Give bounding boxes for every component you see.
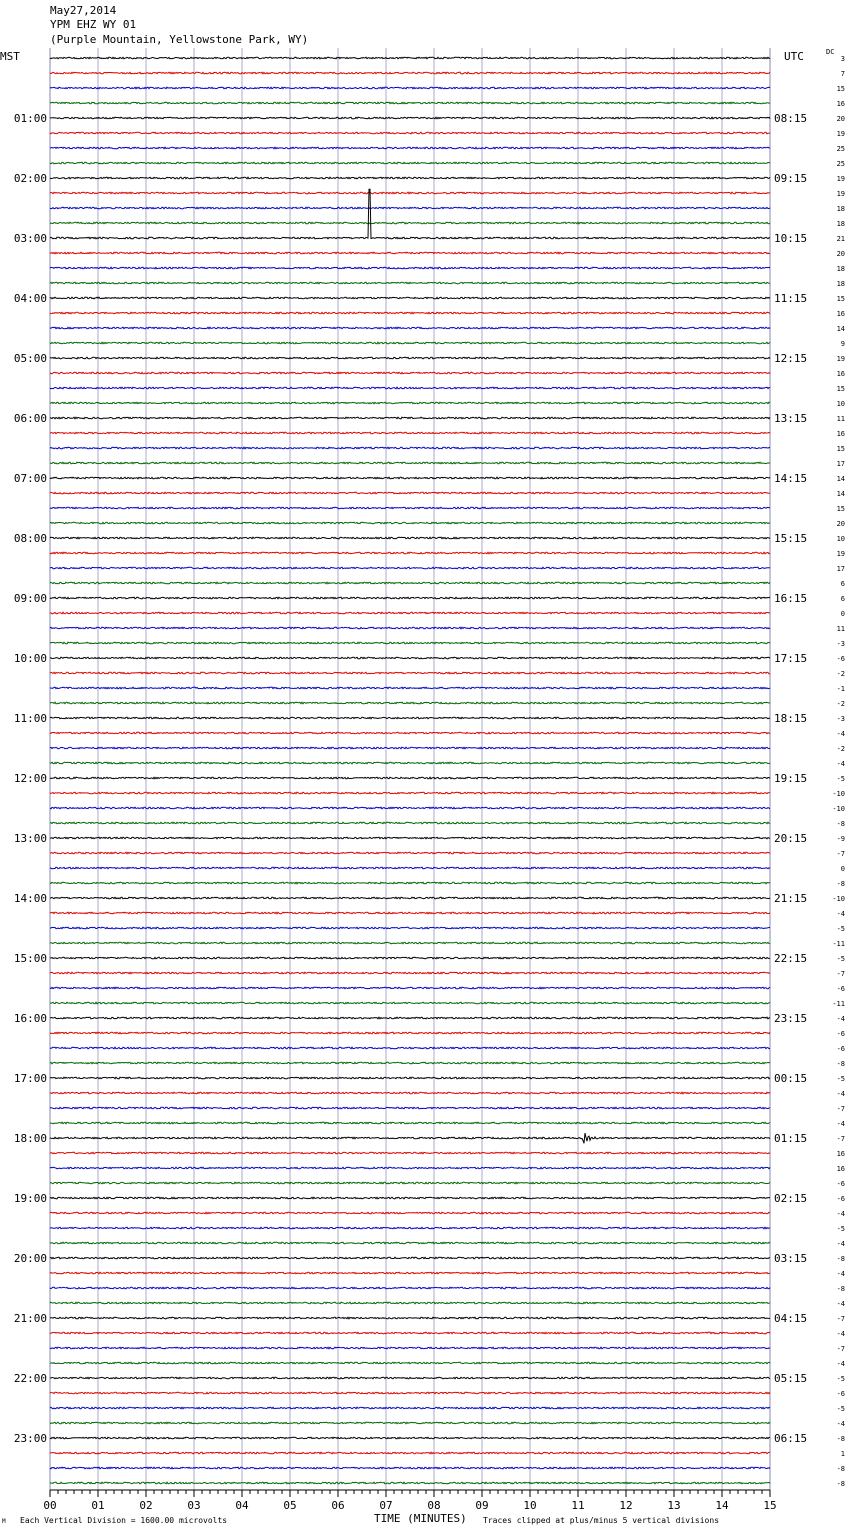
trace-row (50, 582, 770, 584)
dc-offset-value: -1 (836, 685, 845, 693)
dc-offset-value: -5 (836, 1375, 845, 1383)
dc-offset-value: 21 (836, 235, 845, 243)
dc-offset-value: -7 (836, 850, 845, 858)
trace-row (50, 177, 770, 179)
hour-label-mst: 06:00 (13, 412, 47, 425)
trace-row (50, 462, 770, 464)
dc-offset-value: -11 (832, 1000, 845, 1008)
dc-offset-value: 20 (836, 115, 845, 123)
trace-row (50, 1227, 770, 1229)
hour-label-mst: 12:00 (13, 772, 47, 785)
dc-offset-value: -6 (836, 1195, 845, 1203)
dc-offset-value: 18 (836, 265, 845, 273)
hour-label-mst: 11:00 (13, 712, 47, 725)
hour-label-mst: 16:00 (13, 1012, 47, 1025)
dc-offset-value: -3 (836, 640, 845, 648)
dc-offset-value: -4 (836, 1270, 845, 1278)
x-tick-label: 05 (283, 1499, 297, 1512)
trace-row (50, 1407, 770, 1409)
trace-row (50, 672, 770, 674)
trace-row (50, 192, 770, 194)
right-timezone-label: UTC (784, 50, 804, 63)
trace-row (50, 282, 770, 284)
x-tick-label: 11 (571, 1499, 585, 1512)
trace-row (50, 897, 770, 899)
dc-offset-value: -6 (836, 1390, 845, 1398)
hour-label-mst: 03:00 (13, 232, 47, 245)
hour-label-mst: 07:00 (13, 472, 47, 485)
hour-label-utc: 16:15 (774, 592, 808, 605)
dc-offset-value: 18 (836, 280, 845, 288)
hour-label-mst: 19:00 (13, 1192, 47, 1205)
trace-row (50, 1017, 770, 1019)
vertical-division-note: Each Vertical Division = 1600.00 microvolts (20, 1516, 228, 1525)
trace-row (50, 1452, 770, 1454)
dc-offset-value: 16 (836, 310, 845, 318)
dc-offset-value: 11 (836, 625, 845, 633)
dc-offset-value: 19 (836, 190, 845, 198)
x-tick-label: 14 (715, 1499, 729, 1512)
dc-offset-value: -5 (836, 1075, 845, 1083)
hour-label-mst: 05:00 (13, 352, 47, 365)
dc-offset-value: 18 (836, 205, 845, 213)
hour-label-utc: 02:15 (774, 1192, 808, 1205)
record-date: May27,2014 (50, 4, 117, 17)
hour-label-utc: 22:15 (774, 952, 808, 965)
dc-offset-value: -7 (836, 1135, 845, 1143)
dc-offset-value: -8 (836, 1465, 845, 1473)
hour-label-utc: 15:15 (774, 532, 808, 545)
trace-row (50, 822, 770, 824)
hour-label-mst: 18:00 (13, 1132, 47, 1145)
trace-row (50, 1077, 770, 1079)
trace-row (50, 597, 770, 599)
dc-offset-value: -6 (836, 1030, 845, 1038)
trace-row (50, 1032, 770, 1034)
dc-offset-value: 14 (836, 490, 845, 498)
hour-label-utc: 13:15 (774, 412, 808, 425)
trace-row (50, 717, 770, 719)
dc-offset-value: -5 (836, 925, 845, 933)
trace-row (50, 1272, 770, 1274)
x-tick-label: 02 (139, 1499, 153, 1512)
trace-row (50, 357, 770, 359)
dc-offset-value: -4 (836, 1210, 845, 1218)
trace-row (50, 1182, 770, 1184)
trace-row (50, 57, 770, 59)
trace-row (50, 627, 770, 629)
trace-row (50, 1092, 770, 1094)
trace-row (50, 732, 770, 734)
dc-offset-value: 16 (836, 100, 845, 108)
trace-row (50, 1482, 770, 1484)
clip-note: Traces clipped at plus/minus 5 vertical divisions (483, 1516, 720, 1525)
hour-label-utc: 05:15 (774, 1372, 808, 1385)
dc-offset-value: 16 (836, 370, 845, 378)
trace-row (50, 492, 770, 494)
trace-row (50, 372, 770, 374)
dc-offset-value: 15 (836, 445, 845, 453)
x-tick-label: 13 (667, 1499, 681, 1512)
hour-label-mst: 23:00 (13, 1432, 47, 1445)
hour-label-mst: 02:00 (13, 172, 47, 185)
dc-offset-value: 11 (836, 415, 845, 423)
trace-row (50, 1122, 770, 1124)
dc-offset-value: -2 (836, 670, 845, 678)
trace-row (50, 1197, 770, 1199)
trace-row (50, 567, 770, 569)
hour-label-utc: 00:15 (774, 1072, 808, 1085)
x-axis (43, 1490, 776, 1512)
hour-label-mst: 04:00 (13, 292, 47, 305)
trace-row (50, 102, 770, 104)
trace-row (50, 537, 770, 539)
trace-row (50, 117, 770, 119)
x-tick-label: 04 (235, 1499, 249, 1512)
trace-row (50, 522, 770, 524)
trace-row (50, 132, 770, 134)
hour-label-utc: 06:15 (774, 1432, 808, 1445)
dc-offset-value: 0 (840, 865, 845, 873)
dc-offset-value: -6 (836, 655, 845, 663)
trace-row (50, 1332, 770, 1334)
left-hour-labels (14, 112, 47, 1445)
dc-offset-value: 7 (840, 70, 845, 78)
dc-offset-value: -4 (836, 1240, 845, 1248)
trace-row (50, 687, 770, 689)
hour-label-utc: 04:15 (774, 1312, 808, 1325)
trace-row (50, 702, 770, 704)
dc-offset-value: 16 (836, 1165, 845, 1173)
dc-offset-value: 25 (836, 145, 845, 153)
dc-offset-value: -5 (836, 1225, 845, 1233)
trace-row (50, 252, 770, 254)
dc-offset-value: -3 (836, 715, 845, 723)
x-tick-label: 10 (523, 1499, 537, 1512)
trace-row (50, 342, 770, 344)
dc-offset-value: 10 (836, 400, 845, 408)
hour-label-utc: 09:15 (774, 172, 808, 185)
hour-label-utc: 19:15 (774, 772, 808, 785)
trace-row (50, 837, 770, 839)
dc-offset-value: -2 (836, 700, 845, 708)
trace-row (50, 807, 770, 809)
hour-label-mst: 08:00 (13, 532, 47, 545)
trace-row (50, 762, 770, 764)
hour-label-utc: 11:15 (774, 292, 808, 305)
trace-row (50, 297, 770, 299)
dc-offset-value: 16 (836, 1150, 845, 1158)
trace-row (50, 1257, 770, 1259)
trace-row (50, 882, 770, 884)
hour-label-utc: 10:15 (774, 232, 808, 245)
trace-row (50, 642, 770, 644)
dc-offset-value: -8 (836, 820, 845, 828)
left-timezone-label: MST (0, 50, 20, 63)
hour-label-utc: 14:15 (774, 472, 808, 485)
hour-label-utc: 12:15 (774, 352, 808, 365)
trace-row (50, 267, 770, 269)
dc-offset-value: -6 (836, 985, 845, 993)
hour-label-utc: 21:15 (774, 892, 808, 905)
hour-label-utc: 08:15 (774, 112, 808, 125)
dc-offset-value: 15 (836, 385, 845, 393)
trace-row (50, 1317, 770, 1319)
dc-offset-value: -10 (832, 805, 845, 813)
trace-row (50, 912, 770, 914)
dc-offset-value: -4 (836, 760, 845, 768)
dc-offset-value: 14 (836, 325, 845, 333)
trace-row (50, 1377, 770, 1379)
trace-row (50, 189, 770, 239)
x-tick-label: 15 (763, 1499, 777, 1512)
trace-row (50, 1422, 770, 1424)
dc-offset-value: 6 (840, 595, 845, 603)
dc-offset-value: -2 (836, 745, 845, 753)
dc-offset-value: -7 (836, 1105, 845, 1113)
dc-offset-value: -5 (836, 1405, 845, 1413)
dc-offset-value: 0 (840, 610, 845, 618)
trace-row (50, 507, 770, 509)
dc-offset-value: 19 (836, 355, 845, 363)
x-tick-label: 01 (91, 1499, 105, 1512)
trace-row (50, 87, 770, 89)
trace-row (50, 1242, 770, 1244)
x-tick-label: 12 (619, 1499, 633, 1512)
trace-row (50, 1047, 770, 1049)
dc-offset-value: 15 (836, 85, 845, 93)
dc-offset-value: -4 (836, 730, 845, 738)
dc-offset-value: -5 (836, 955, 845, 963)
dc-offset-value: -8 (836, 1255, 845, 1263)
dc-offset-value: -4 (836, 910, 845, 918)
x-tick-label: 09 (475, 1499, 489, 1512)
hour-label-mst: 20:00 (13, 1252, 47, 1265)
hour-label-utc: 01:15 (774, 1132, 808, 1145)
hour-label-mst: 10:00 (13, 652, 47, 665)
hour-label-utc: 20:15 (774, 832, 808, 845)
x-tick-label: 08 (427, 1499, 441, 1512)
hour-label-mst: 14:00 (13, 892, 47, 905)
hour-label-utc: 03:15 (774, 1252, 808, 1265)
traces (50, 57, 770, 1484)
dc-offset-value: 17 (836, 460, 845, 468)
hour-label-utc: 23:15 (774, 1012, 808, 1025)
trace-row (50, 1133, 770, 1143)
x-axis-title: TIME (MINUTES) (374, 1512, 467, 1525)
x-tick-label: 07 (379, 1499, 393, 1512)
dc-offset-value: 19 (836, 130, 845, 138)
trace-row (50, 1362, 770, 1364)
dc-offset-value: 6 (840, 580, 845, 588)
trace-row (50, 1152, 770, 1154)
dc-offset-value: -10 (832, 895, 845, 903)
trace-row (50, 867, 770, 869)
trace-row (50, 612, 770, 614)
trace-row (50, 657, 770, 659)
dc-offset-value: 1 (840, 1450, 845, 1458)
trace-row (50, 1437, 770, 1439)
dc-offset-value: 20 (836, 520, 845, 528)
trace-row (50, 777, 770, 779)
dc-offset-value: -10 (832, 790, 845, 798)
hour-label-mst: 01:00 (13, 112, 47, 125)
trace-row (50, 942, 770, 944)
dc-offset-value: -11 (832, 940, 845, 948)
dc-offset-value: 19 (836, 175, 845, 183)
dc-offset-value: 10 (836, 535, 845, 543)
hour-label-utc: 18:15 (774, 712, 808, 725)
dc-offset-value: -8 (836, 1435, 845, 1443)
dc-offset-value: -4 (836, 1330, 845, 1338)
dc-offset-value: 9 (840, 340, 845, 348)
dc-offset-value: 20 (836, 250, 845, 258)
dc-offset-value: -4 (836, 1015, 845, 1023)
trace-row (50, 552, 770, 554)
trace-row (50, 72, 770, 74)
trace-row (50, 222, 770, 224)
trace-row (50, 162, 770, 164)
trace-row (50, 1467, 770, 1469)
x-tick-label: 00 (43, 1499, 57, 1512)
trace-row (50, 1167, 770, 1169)
trace-row (50, 447, 770, 449)
hour-label-mst: 21:00 (13, 1312, 47, 1325)
dc-offset-value: -8 (836, 880, 845, 888)
dc-offset-value: -6 (836, 1045, 845, 1053)
trace-row (50, 1347, 770, 1349)
hour-label-mst: 13:00 (13, 832, 47, 845)
dc-offset-value: -4 (836, 1300, 845, 1308)
trace-row (50, 1287, 770, 1289)
trace-row (50, 387, 770, 389)
trace-row (50, 1302, 770, 1304)
hour-label-mst: 22:00 (13, 1372, 47, 1385)
trace-row (50, 147, 770, 149)
trace-row (50, 792, 770, 794)
right-hour-labels (774, 112, 807, 1445)
dc-offset-value: -6 (836, 1180, 845, 1188)
station-location: (Purple Mountain, Yellowstone Park, WY) (50, 33, 309, 46)
trace-row (50, 417, 770, 419)
trace-row (50, 477, 770, 479)
hour-label-mst: 17:00 (13, 1072, 47, 1085)
dc-offset-value: 3 (840, 55, 845, 63)
dc-offset-value: 19 (836, 550, 845, 558)
dc-offset-value: -9 (836, 835, 845, 843)
dc-offset-value: 14 (836, 475, 845, 483)
trace-row (50, 327, 770, 329)
dc-offset-value: -4 (836, 1120, 845, 1128)
footer-mark: M (2, 1518, 6, 1525)
trace-row (50, 402, 770, 404)
dc-offset-value: 18 (836, 220, 845, 228)
dc-offset-value: 16 (836, 430, 845, 438)
trace-row (50, 987, 770, 989)
dc-offset-value: -8 (836, 1480, 845, 1488)
trace-row (50, 957, 770, 959)
dc-offset-value: -4 (836, 1360, 845, 1368)
hour-label-utc: 17:15 (774, 652, 808, 665)
dc-offset-value: -7 (836, 970, 845, 978)
dc-offset-value: -7 (836, 1345, 845, 1353)
dc-offset-value: -4 (836, 1420, 845, 1428)
station-code: YPM EHZ WY 01 (50, 18, 137, 31)
hour-label-mst: 09:00 (13, 592, 47, 605)
dc-offset-value: 15 (836, 505, 845, 513)
dc-offset-value: -4 (836, 1090, 845, 1098)
trace-row (50, 1212, 770, 1214)
trace-row (50, 1392, 770, 1394)
trace-row (50, 1107, 770, 1109)
trace-row (50, 927, 770, 929)
dc-offset-value: -8 (836, 1285, 845, 1293)
dc-offset-value: 15 (836, 295, 845, 303)
hour-label-mst: 15:00 (13, 952, 47, 965)
trace-row (50, 972, 770, 974)
trace-row (50, 207, 770, 209)
dc-offset-value: -8 (836, 1060, 845, 1068)
trace-row (50, 1062, 770, 1064)
dc-offset-value: 25 (836, 160, 845, 168)
dc-offset-header: DC (826, 48, 835, 56)
trace-row (50, 747, 770, 749)
trace-row (50, 1002, 770, 1004)
trace-row (50, 852, 770, 854)
dc-offset-value: -5 (836, 775, 845, 783)
dc-offsets (832, 55, 845, 1488)
dc-offset-value: -7 (836, 1315, 845, 1323)
dc-offset-value: 17 (836, 565, 845, 573)
trace-row (50, 432, 770, 434)
trace-row (50, 312, 770, 314)
x-tick-label: 03 (187, 1499, 201, 1512)
x-tick-label: 06 (331, 1499, 345, 1512)
